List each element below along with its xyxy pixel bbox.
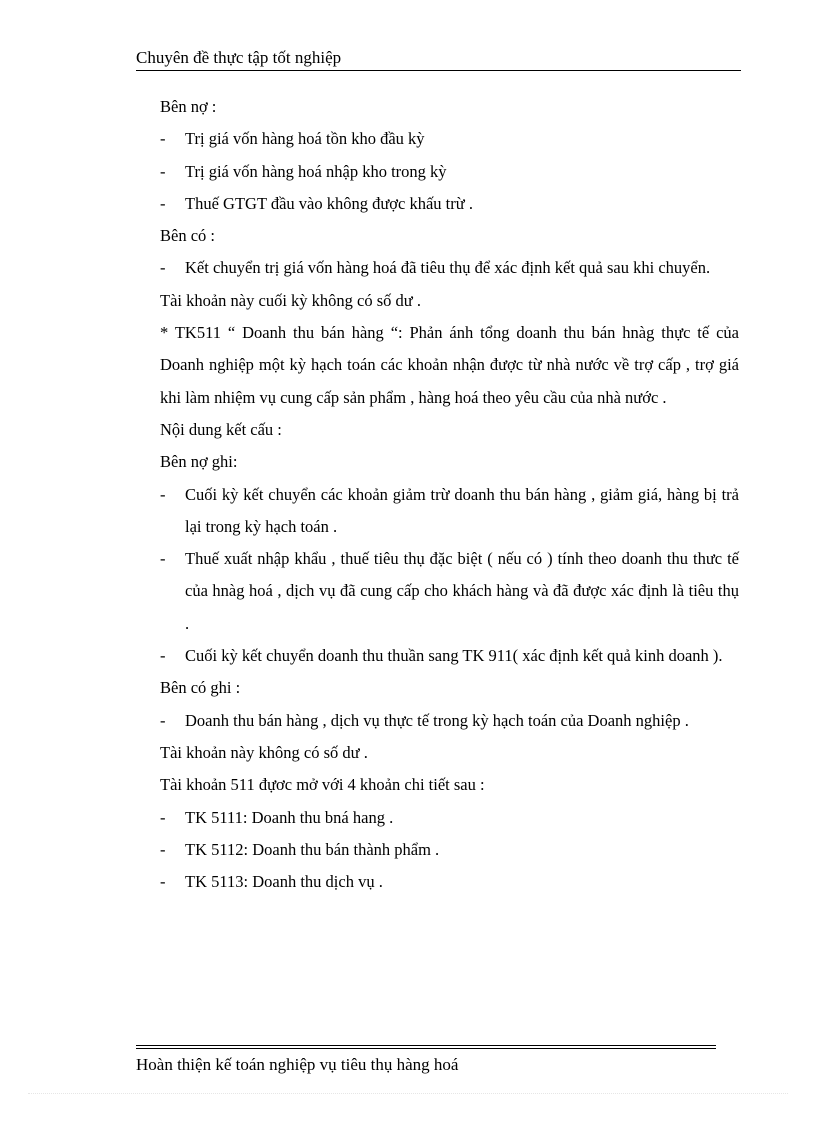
bullet-dash: - [160, 710, 166, 730]
bullet-dash: - [160, 258, 166, 278]
footer-rule [136, 1045, 716, 1049]
footer-title: Hoàn thiện kế toán nghiệp vụ tiêu thụ hàng hoá [136, 1055, 459, 1074]
list-item [160, 543, 739, 640]
list-item [160, 802, 739, 834]
paragraph: Tài khoản 511 đựơc mở với 4 khoản chi tiết sau : [160, 775, 485, 795]
list-item-text: Trị giá vốn hàng hoá nhập kho trong kỳ [185, 161, 447, 181]
list-item [160, 252, 739, 284]
list-item-text: Kết chuyển trị giá vốn hàng hoá đã tiêu thụ để xác định kết quả sau khi chuyển. [185, 258, 711, 278]
list-item [160, 705, 739, 737]
bullet-dash: - [160, 872, 166, 892]
bullet-dash: - [160, 161, 166, 181]
list-item [160, 123, 739, 155]
list-item-text: Cuối kỳ kết chuyển doanh thu thuần sang TK 911( xác định kết quả kinh doanh ). [185, 646, 723, 666]
heading-ben-co: Bên có : [160, 226, 215, 246]
list-item-text: Thuế GTGT đầu vào không được khấu trừ . [185, 193, 473, 213]
list-item-text: Doanh thu bán hàng , dịch vụ thực tế trong kỳ hạch toán của Doanh nghiệp . [185, 710, 689, 730]
paragraph: Tài khoản này không có số dư . [160, 742, 368, 762]
list-item-text: TK 5113: Doanh thu dịch vụ . [185, 872, 383, 892]
page-header [136, 48, 741, 71]
bullet-dash: - [160, 193, 166, 213]
paragraph: Tài khoản này cuối kỳ không có số dư . [160, 290, 421, 310]
list-item [160, 834, 739, 866]
list-item-text: TK 5111: Doanh thu bná hang . [185, 807, 394, 827]
bullet-dash: - [160, 646, 166, 666]
list-item [160, 156, 739, 188]
bullet-dash: - [160, 839, 166, 859]
list-item-text: Cuối kỳ kết chuyển các khoản giảm trừ doanh thu bán hàng , giảm giá, hàng bị trả lại trong kỳ hạch toán . [185, 484, 739, 536]
list-item [160, 640, 739, 672]
bullet-dash: - [160, 129, 166, 149]
list-item-text: Trị giá vốn hàng hoá tồn kho đầu kỳ [185, 129, 425, 149]
heading-ben-no: Bên nợ : [160, 97, 217, 116]
list-item [160, 866, 739, 898]
bullet-dash: - [160, 549, 166, 569]
heading-ben-co-ghi: Bên có ghi : [160, 678, 241, 698]
page-footer [136, 1055, 458, 1075]
heading-ben-no-ghi: Bên nợ ghi: [160, 452, 238, 472]
heading-noi-dung: Nội dung kết cấu : [160, 419, 282, 439]
header-title: Chuyên đề thực tập tốt nghiệp [136, 48, 342, 67]
list-item [160, 188, 739, 220]
list-item-text: Thuế xuất nhập khẩu , thuế tiêu thụ đặc biệt ( nếu có ) tính theo doanh thu thưc tế của hnàg hoá , dịch vụ đã cung cấp cho khách hàng và đã được xác định là tiêu thụ . [185, 549, 739, 633]
footer-rule-bottom [136, 1048, 716, 1049]
paragraph-tk511: * TK511 “ Doanh thu bán hàng “: Phản ánh tổng doanh thu bán hnàg thực tế của Doanh nghiệp một kỳ hạch toán các khoản nhận được từ nhà nước về trợ cấp , trợ giá khi làm nhiệm vụ cung cấp sản phẩm , hàng hoá theo yêu cầu của nhà nước . [160, 323, 739, 407]
footer-rule-top [136, 1045, 716, 1046]
page-bottom-divider [28, 1093, 788, 1094]
document-body [160, 91, 739, 898]
bullet-dash: - [160, 807, 166, 827]
list-item-text: TK 5112: Doanh thu bán thành phẩm . [185, 839, 440, 859]
list-item [160, 479, 739, 544]
bullet-dash: - [160, 484, 166, 504]
